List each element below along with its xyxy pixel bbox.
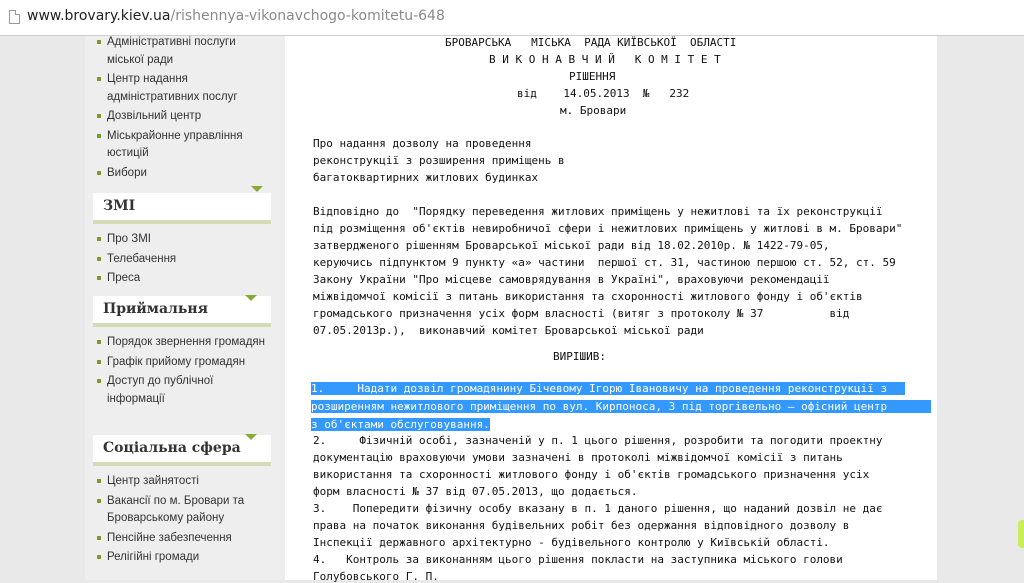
preamble-line: затвердженого рішенням Броварської міської ради від 18.02.2010р. № 1422-79-05, bbox=[313, 239, 830, 252]
page-content bbox=[85, 36, 937, 583]
sidebar-item-admin-center[interactable] bbox=[93, 71, 268, 106]
url-path: /rishennya-vikonavchogo-komitetu-648 bbox=[170, 8, 445, 24]
section-title: Соціальна сфера bbox=[103, 440, 241, 456]
decision-title: РІШЕННЯ bbox=[569, 70, 616, 83]
sidebar-item-appeal-procedure[interactable] bbox=[93, 334, 271, 352]
preamble-line: міжвідомчої комісії з питань використання та схоронності житлового фонду і об'єктів bbox=[313, 290, 863, 303]
section-header bbox=[93, 296, 271, 327]
page-icon bbox=[9, 10, 20, 24]
sidebar-section-media bbox=[93, 193, 271, 290]
sidebar bbox=[85, 36, 285, 580]
item-line: 3. Попередити фізичну особу вказану в п. 1 даного рішення, що наданий дозвіл не дає bbox=[313, 502, 883, 515]
decision-city: м. Бровари bbox=[560, 104, 627, 117]
preamble-line: керуючись підпунктом 9 пункту «а» частини першої ст. 31, частиною першою ст. 52, ст. 59 bbox=[313, 256, 896, 269]
preamble-line: Закону України "Про місцеве самоврядування в Україні", враховуючи рекомендації bbox=[313, 273, 830, 286]
sidebar-item-about-media[interactable] bbox=[93, 231, 271, 249]
item-line: форм власності № 37 від 07.05.2013, що додається. bbox=[313, 485, 638, 498]
side-tab-handle[interactable] bbox=[1018, 520, 1024, 548]
sidebar-item-label: Релігійні громади bbox=[107, 551, 200, 563]
sidebar-item-label: Порядок звернення громадян bbox=[107, 336, 265, 348]
sidebar-top-menu bbox=[93, 34, 268, 184]
preamble-line: під розміщення об'єктів невиробничої сфери і нежитлових приміщень у житлові в м. Бровари" bbox=[313, 222, 903, 235]
sidebar-item-press[interactable] bbox=[93, 270, 271, 288]
url-text[interactable] bbox=[27, 8, 445, 24]
sidebar-item-label: Графік прийому громадян bbox=[107, 355, 246, 368]
sidebar-item-label: Адміністративні послуги міської ради bbox=[107, 36, 236, 66]
sidebar-item-label: Вакансії по м. Бровари та Броварському району bbox=[107, 494, 245, 524]
sidebar-item-label: Вибори bbox=[107, 166, 147, 179]
subject-line: Про надання дозволу на проведення bbox=[313, 137, 532, 150]
decision-date-number: від 14.05.2013 № 232 bbox=[517, 87, 690, 100]
sidebar-item-label: Доступ до публічної інформації bbox=[107, 375, 214, 405]
section-list bbox=[93, 473, 271, 567]
section-list bbox=[93, 334, 271, 408]
sidebar-item-label: Міськрайонне управління юстицій bbox=[107, 129, 243, 159]
sidebar-item-elections[interactable] bbox=[93, 165, 268, 183]
subject-line: реконструкції з розширення приміщень в bbox=[313, 154, 565, 167]
item-line: Інспекції державного архітектурно - будівельного контролю у Київській області. bbox=[313, 536, 830, 549]
sidebar-item-label: Преса bbox=[107, 272, 141, 284]
sidebar-item-employment[interactable] bbox=[93, 473, 271, 491]
url-host: www.brovary.kiev.ua bbox=[27, 8, 171, 24]
sidebar-item-label: Центр зайнятості bbox=[107, 475, 199, 487]
preamble-line: Відповідно до "Порядку переведення житлових приміщень у нежитлові та їх реконструкції bbox=[313, 205, 883, 218]
address-bar[interactable] bbox=[0, 0, 1024, 36]
item-line: 4. Контроль за виконанням цього рішення покласти на заступника міського голови bbox=[313, 553, 843, 566]
sidebar-item-label: Телебачення bbox=[107, 252, 177, 265]
sidebar-item-reception-schedule[interactable] bbox=[93, 354, 271, 372]
preamble-line: 07.05.2013р.), виконавчий комітет Броварської міської ради bbox=[313, 324, 704, 337]
sidebar-item-admin-services[interactable] bbox=[93, 34, 268, 69]
collapse-arrow-icon[interactable] bbox=[245, 295, 257, 301]
sidebar-section-social bbox=[93, 435, 271, 569]
document-body bbox=[285, 36, 937, 583]
section-title: Приймальня bbox=[103, 301, 208, 317]
preamble-line: громадського призначення усіх форм власності (витяг з протоколу № 37 від bbox=[313, 307, 850, 320]
resolved-heading: ВИРІШИВ: bbox=[553, 350, 606, 363]
section-header bbox=[93, 435, 271, 466]
sidebar-item-label: Пенсійне забезпечення bbox=[107, 531, 232, 544]
section-title: ЗМІ bbox=[103, 198, 136, 214]
section-list bbox=[93, 231, 271, 288]
item-line: 2. Фізичній особі, зазначеній у п. 1 цього рішення, розробити та погодити проектну bbox=[313, 434, 883, 447]
sidebar-item-justice[interactable] bbox=[93, 128, 268, 163]
item-line: використання та схоронності житлового фонду і об'єктів громадського призначення усіх bbox=[313, 468, 870, 481]
council-name: БРОВАРСЬКА МІСЬКА РАДА КИЇВСЬКОЇ ОБЛАСТІ bbox=[445, 36, 737, 49]
sidebar-item-label: Центр надання адміністративних послуг bbox=[107, 73, 238, 103]
sidebar-item-religion[interactable] bbox=[93, 549, 271, 567]
sidebar-item-pensions[interactable] bbox=[93, 530, 271, 548]
sidebar-item-tv[interactable] bbox=[93, 251, 271, 269]
item-line: Голубовського Г. П. bbox=[313, 570, 439, 583]
sidebar-item-permit-center[interactable] bbox=[93, 108, 268, 126]
item-line: права на початок виконання будівельних робіт без одержання відповідного дозволу в bbox=[313, 519, 850, 532]
collapse-arrow-icon[interactable] bbox=[251, 186, 263, 192]
sidebar-item-label: Дозвільний центр bbox=[107, 110, 202, 122]
selected-text-line[interactable]: розширенням нежитлового приміщення по вул. Кирпоноса, 3 під торгівельно – офісний центр bbox=[311, 400, 931, 413]
collapse-arrow-icon[interactable] bbox=[245, 434, 257, 440]
sidebar-item-vacancies[interactable] bbox=[93, 493, 271, 528]
committee-name: В И К О Н А В Ч И Й К О М І Т Е Т bbox=[489, 53, 721, 66]
item-line: документацію враховуючи умови зазначені в протоколі міжвідомчої комісії з питань bbox=[313, 451, 843, 464]
sidebar-item-label: Про ЗМІ bbox=[107, 233, 151, 245]
subject-line: багатоквартирних житлових будинках bbox=[313, 171, 539, 184]
sidebar-item-public-info[interactable] bbox=[93, 373, 271, 408]
selected-text-line[interactable]: з об'єктами обслуговування. bbox=[311, 418, 490, 431]
section-header bbox=[93, 193, 271, 224]
sidebar-section-reception bbox=[93, 296, 271, 410]
selected-text-line[interactable]: 1. Надати дозвіл громадянину Бічевому Ігорю Івановичу на проведення реконструкції з bbox=[311, 382, 905, 395]
